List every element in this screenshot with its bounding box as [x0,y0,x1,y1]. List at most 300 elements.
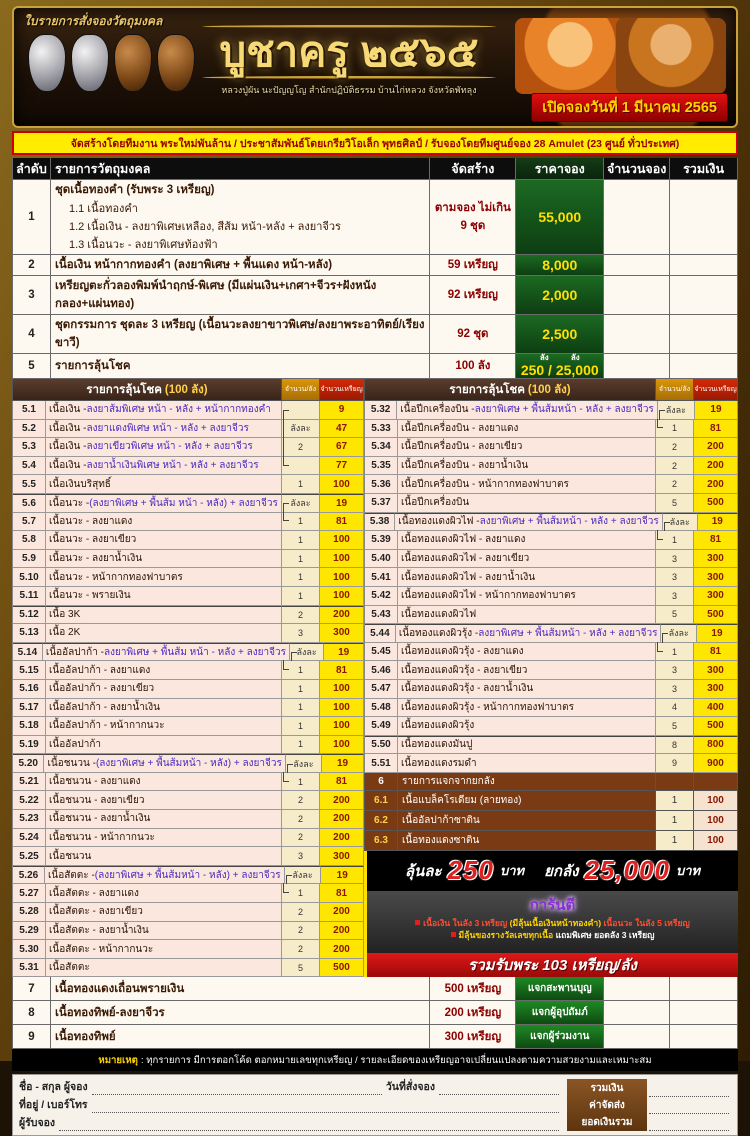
lucky-row [12,717,364,736]
item-name: เนื้อสัตตะ - ลงยาน้ำเงิน [49,924,149,936]
coin-count: 300 [320,847,364,866]
price-value: 8,000 [542,257,578,273]
lucky-row [364,754,738,773]
item-name: เนื้อทองแดงผิวไฟ - ลงยาแดง [401,534,526,546]
order-qty-cell[interactable] [604,315,670,354]
row-number: 5.7 [13,513,46,532]
lucky-row [12,661,364,680]
row-item [46,624,282,643]
table-row [12,1025,738,1049]
item-name: เนื้อชนวน - ลงยาแดง [49,776,141,788]
row-number: 5.12 [13,606,46,625]
item-name: เนื้อทองแดงผิวรุ้ง - ลงยาเขียว [401,664,528,676]
amulet-images [28,34,195,92]
giveaway-label: แจกผู้อุปถัมภ์ [516,1001,604,1025]
item-name: เนื้อทองทิพย์-ลงยาจีวร [54,1006,165,1019]
item-name: เนื้อเงิน - [49,460,87,472]
lucky-right-header [364,379,738,401]
item-name: เนื้อทองแดงผิวไฟ [401,608,477,620]
item-name: เนื้อสัตตะ - ลงยาแดง [49,887,139,899]
item-name: เนื้อปีกเครื่องบิน - ลงยาเขียว [401,441,523,453]
item-name: เนื้อเงิน - [49,404,87,416]
qty-per-box: 2 [656,438,694,457]
item-name: รายการลุ้นโชค [54,360,131,372]
qty-per-box: 2 [282,940,320,959]
item-name: เนื้อเงิน - [49,441,87,453]
row-item [46,736,282,755]
baht-label: บาท [499,863,525,879]
row-item [51,354,430,379]
item-name: เนื้อทองแดงผิวรุ้ง - ลงยาแดง [401,646,524,658]
lucky-row [364,531,738,550]
row-item [44,754,285,773]
total-amount-cell[interactable] [670,276,738,315]
row-item [46,903,282,922]
item-name: ชุดกรรมการ ชุดละ 3 เหรียญ (เนื้อนวะลงยาขาวพิเศษ/ลงยาพระอาทิตย์/เรียงขาวี) [54,319,425,349]
item-name: เนื้อเงิน - [49,422,87,434]
qty-per-box: 1 [656,831,694,851]
footnote-text: : ทุกรายการ มีการตอกโค้ด ตอกหมายเลขทุกเหรียญ / รายละเอียดของเหรียญอาจเปลี่ยนแปลงตามความสวยงามและเหมาะสม [140,1054,652,1066]
item-name: เนื้อทองแดงมันปู [401,739,473,751]
qty-per-box: 1 [656,420,694,439]
row-item [398,736,656,755]
coin-count: 19 [320,494,364,513]
amulet-image [114,34,152,92]
row-number: 5.27 [13,884,46,903]
item-name: เนื้อปีกเครื่องบิน [401,497,470,509]
giveaway-section [364,773,738,851]
lucky-row [364,680,738,699]
item-name: เนื้อนวะ - ลงยาน้ำเงิน [49,553,143,565]
item-subline: 1.3 เนื้อนวะ - ลงยาพิเศษท้องฟ้า [68,239,218,251]
row-item [46,810,282,829]
open-date-badge: เปิดจองวันที่ 1 มีนาคม 2565 [531,93,728,122]
coin-count: 100 [320,550,364,569]
row-number: 8 [13,1001,51,1025]
lucky-row [364,401,738,420]
row-item [398,661,656,680]
item-subline: 1.2 เนื้อเงิน - ลงยาพิเศษเหลือง, สีส้ม หน้า-หลัง + ลงยาจีวร [68,221,341,233]
row-number: 6.1 [365,791,398,811]
row-number: 5.44 [365,624,396,643]
item-name: เนื้อ 2K [49,627,81,639]
date-field[interactable] [439,1082,559,1095]
total-amount-cell[interactable] [670,255,738,276]
item-name: เนื้อเงิน หน้ากากทองคำ (ลงยาพิเศษ + พื้นแดง หน้า-หลัง) [54,259,333,271]
coin-count: 19 [321,866,364,885]
price-cell [516,255,604,276]
price-banner [364,851,738,891]
lucky-row [12,401,364,420]
row-number: 5.17 [13,699,46,718]
qty-per-box: 1 [282,475,320,494]
row-number: 5.51 [365,754,398,773]
coin-count: 19 [697,624,738,643]
order-qty-cell[interactable] [604,255,670,276]
row-item [46,513,282,532]
qty-per-box: 1 [282,699,320,718]
row-number: 5.36 [365,475,398,494]
qty-per-box: 1 [282,550,320,569]
row-number: 5.21 [13,773,46,792]
row-number: 5.1 [13,401,46,420]
row-item [398,717,656,736]
item-name: เนื้ออัลปาก้า [49,738,102,750]
lucky-left-title: รายการลุ้นโชค (100 ลัง) [13,379,282,401]
item-name: เนื้อทองแดงผิวรุ้ง - หน้ากากทองฟาบาตร [401,701,574,713]
row-item [46,959,282,978]
lucky-table-right [364,379,738,773]
item-name: เนื้อปีกเครื่องบิน - [400,404,475,416]
date-label: วันที่สั่งจอง [385,1081,435,1094]
row-number: 5.5 [13,475,46,494]
qty-per-box [282,457,320,476]
lucky-row [364,494,738,513]
price-unit-label: ลัง ลัง [539,353,580,362]
credits-strip: จัดสร้างโดยทีมงาน พระใหม่พันล้าน / ประชาสัมพันธ์โดยเกรียวิโอเล็ก พุทธศิลป์ / รับจองโดยทีมศูนย์จอง 28 Amulet (23 ศูนย์ ทั่วประเทศ) [12,131,738,155]
price-value: 250 / 25,000 [520,362,599,378]
coin-count: 400 [694,699,738,718]
coin-count: 800 [694,736,738,755]
row-number: 5.48 [365,699,398,718]
name-field[interactable] [92,1082,382,1095]
row-number: 5.26 [13,866,45,885]
qty-per-box [282,401,320,420]
coin-count: 100 [320,587,364,606]
monk-photos [513,14,728,94]
qty-per-box: ลังละ [290,643,324,662]
giveaway-row [364,831,738,851]
lucky-row [364,475,738,494]
row-item [398,754,656,773]
page-title: บูชาครู ๒๕๖๕ [219,28,479,75]
lucky-row [12,699,364,718]
column-header: ราคาจอง [516,158,604,180]
order-qty-cell[interactable] [604,276,670,315]
qty-per-box: 3 [656,550,694,569]
made-count: 300 เหรียญ [430,1025,516,1049]
monk-photo [515,18,625,94]
lucky-row [364,661,738,680]
coin-count: 500 [694,494,738,513]
lucky-row [364,643,738,662]
bullet-icon [451,932,456,937]
lucky-row [364,513,738,532]
coin-count: 47 [320,420,364,439]
address-field[interactable] [92,1100,559,1113]
giveaway-label: แจกสะพานบุญ [516,977,604,1001]
row-number: 1 [13,180,51,255]
qty-per-box-header: จำนวน/ลัง [282,379,320,401]
price-value: 55,000 [538,209,582,225]
coin-count: 100 [320,568,364,587]
qty-per-box: 2 [282,922,320,941]
lucky-row [12,922,364,941]
lucky-row [12,940,364,959]
item-name: เนื้อปีกเครื่องบิน - ลงยาแดง [401,422,519,434]
qty-per-box: 1 [282,680,320,699]
item-name: เนื้อทองแดงผิวรุ้ง - [398,627,479,639]
coin-count: 77 [320,457,364,476]
qty-per-box: ลังละ [282,494,320,513]
row-item [51,255,430,276]
row-number: 5.32 [365,401,397,420]
item-name: เนื้อทองแดงผิวไฟ - ลงยาเขียว [401,553,530,565]
per-draw-label: ลุ้นละ [404,862,442,880]
row-number: 5.23 [13,810,46,829]
row-number: 5.4 [13,457,46,476]
item-name: เนื้อทองแดงรมดำ [401,757,477,769]
qty-per-box: 3 [656,661,694,680]
item-name: เนื้อแบล็คโรเดียม (ลายทอง) [398,791,656,811]
row-item [46,438,282,457]
row-number: 5.30 [13,940,46,959]
row-item [46,606,282,625]
coin-count: 100 [694,811,738,831]
order-qty-cell[interactable] [604,354,670,379]
row-number: 5.15 [13,661,46,680]
lucky-row [12,643,364,662]
order-qty-cell[interactable] [604,180,670,255]
qty-per-box: 3 [656,680,694,699]
qty-per-box: 2 [282,903,320,922]
item-name: เนื้ออัลปาก้า - ลงยาแดง [49,664,151,676]
row-number: 5.24 [13,829,46,848]
row-number: 5.13 [13,624,46,643]
total-amount-cell[interactable] [670,1001,738,1025]
row-item [398,457,656,476]
giveaway-no: 6 [365,773,398,791]
receiver-field[interactable] [59,1118,559,1131]
lucky-row [12,773,364,792]
order-qty-cell[interactable] [604,977,670,1001]
coin-count: 19 [324,643,364,662]
lucky-row [12,959,364,978]
lucky-row [12,829,364,848]
total-amount-cell[interactable] [670,977,738,1001]
total-amount-cell[interactable] [670,180,738,255]
item-name: เนื้อปีกเครื่องบิน - หน้ากากทองฟาบาตร [401,478,569,490]
item-name: เนื้อ 3K [49,609,81,621]
qty-per-box: 2 [282,810,320,829]
title-ornament [202,76,496,79]
qty-per-box: ลังละ [285,866,322,885]
table-row [12,180,738,255]
item-name: เนื้อทองแดงผิวรุ้ง - ลงยาน้ำเงิน [401,683,534,695]
coin-count: 300 [694,680,738,699]
qty-per-box: 2 [282,829,320,848]
row-number: 5.6 [13,494,46,513]
row-number: 9 [13,1025,51,1049]
coin-count: 200 [320,903,364,922]
item-name: เนื้อชนวน - ลงยาเขียว [49,794,145,806]
row-number: 5.20 [13,754,44,773]
made-count: 200 เหรียญ [430,1001,516,1025]
coin-count: 200 [320,922,364,941]
item-name: เนื้อชนวน - ลงยาน้ำเงิน [49,813,151,825]
row-item [398,550,656,569]
item-name: เนื้อชนวน [49,850,92,862]
lucky-row [364,736,738,755]
total-per-box-banner: รวมรับพระ 103 เหรียญ/ลัง [364,953,738,977]
address-label: ที่อยู่ / เบอร์โทร [19,1099,88,1112]
column-header: ลำดับ [13,158,51,180]
price-value: 2,000 [542,287,578,303]
item-name: เนื้ออัลปาก้า - ลงยาน้ำเงิน [49,701,160,713]
row-number: 7 [13,977,51,1001]
row-number: 5.40 [365,550,398,569]
qty-per-box: 1 [282,513,320,532]
made-count: 500 เหรียญ [430,977,516,1001]
table-row [12,354,738,379]
total-amount-cell[interactable] [670,354,738,379]
coin-count: 200 [694,475,738,494]
row-number: 5.34 [365,438,398,457]
lucky-row [12,754,364,773]
item-name: เนื้อชนวน - [47,758,96,770]
coin-count: 100 [694,791,738,811]
giveaway-header [364,773,738,791]
guarantee-title: การันตี [529,896,576,914]
row-item [51,180,430,255]
qty-per-box: 2 [656,457,694,476]
lucky-row [12,847,364,866]
column-header: รวมเงิน [670,158,738,180]
coin-count: 300 [694,568,738,587]
item-name: เนื้อทองแดงเถื่อนพรายเงิน [54,982,185,995]
item-name: เนื้อสัตตะ - ลงยาเขียว [49,906,143,918]
coin-count: 100 [320,680,364,699]
row-item [46,475,282,494]
price-cell [516,315,604,354]
lucky-row [364,587,738,606]
lucky-left-header [12,379,364,401]
item-name: เนื้อทองแดงผิวรุ้ง [401,720,475,732]
totals-field[interactable] [649,1079,729,1096]
item-desc: (ลงยาพิเศษ + พื้นส้มหน้า - หลัง) + ลงยาจีวร [95,758,282,770]
table-row [12,1001,738,1025]
row-number: 5.41 [365,568,398,587]
row-item [398,680,656,699]
lucky-row [364,624,738,643]
row-number: 5.50 [365,736,398,755]
qty-per-box: 1 [656,531,694,550]
bullet-icon [415,920,420,925]
lucky-row [12,736,364,755]
totals-field[interactable] [649,1114,729,1131]
made-count: 92 เหรียญ [430,276,516,315]
row-number: 5.10 [13,568,46,587]
item-name: เนื้อทองแดงผิวไฟ - ลงยาน้ำเงิน [401,571,536,583]
receiver-label: ผู้รับจอง [19,1117,56,1130]
main-table-header [12,158,738,180]
order-qty-cell[interactable] [604,1001,670,1025]
coin-count-header: จำนวนเหรียญ [694,379,738,401]
item-name: เนื้อเงินบริสุทธิ์ [49,478,111,490]
lucky-row [364,420,738,439]
item-desc: ลงยาน้ำเงินพิเศษ หน้า - หลัง + ลงยาจีวร [86,460,259,472]
row-number: 5.19 [13,736,46,755]
row-item [398,587,656,606]
row-item [46,791,282,810]
qty-per-box: 1 [282,717,320,736]
coin-count-header: จำนวนเหรียญ [320,379,364,401]
guarantee-text: แถมพิเศษ ยอดลัง 3 เหรียญ [555,930,655,941]
item-name: เนื้อสัตตะ - หน้ากากนวะ [49,943,154,955]
row-number: 5.33 [365,420,398,439]
lucky-row [12,810,364,829]
amulet-image [28,34,66,92]
coin-count: 500 [320,959,364,978]
qty-per-box-header: จำนวน/ลัง [656,379,694,401]
item-name: เหรียญตะกั่วลองพิมพ์นำฤกษ์-พิเศษ (มีแผ่นเงิน+เกศา+จีวร+ฝังหนังกลอง+แผ่นทอง) [54,280,377,310]
lucky-row [364,717,738,736]
row-item [398,438,656,457]
item-name: เนื้ออัลปาก้า - ลงยาเขียว [49,683,155,695]
item-name: เนื้อนวะ - ลงยาแดง [49,515,133,527]
qty-per-box: 9 [656,754,694,773]
row-item [43,643,290,662]
row-number: 6.3 [365,831,398,851]
total-amount-cell[interactable] [670,1025,738,1049]
giveaway-amt-col [694,773,738,791]
lucky-row [364,606,738,625]
row-item [51,1001,430,1025]
lucky-row [12,494,364,513]
lucky-row [12,513,364,532]
item-desc: ลงยาแดงพิเศษ หน้า - หลัง + ลงยาจีวร [86,422,249,434]
qty-per-box: 1 [282,587,320,606]
made-count: 59 เหรียญ [430,255,516,276]
giveaway-qty-col [656,773,694,791]
order-qty-cell[interactable] [604,1025,670,1049]
row-item [46,717,282,736]
item-name: เนื้ออัลปาก้า - [45,646,104,658]
coin-count: 100 [694,831,738,851]
item-name: ชุดเนื้อทองคำ (รับพระ 3 เหรียญ) [54,184,215,196]
corner-note: ใบรายการสั่งจองวัตถุมงคล [24,14,163,28]
baht-label: บาท [676,863,701,879]
item-name: เนื้อนวะ - [49,497,90,509]
table-row [12,977,738,1001]
row-number: 5.46 [365,661,398,680]
row-item [46,829,282,848]
main-table [12,158,738,379]
row-item [46,568,282,587]
item-name: เนื้อนวะ - พรายเงิน [49,590,131,602]
row-item [46,773,282,792]
total-amount-cell[interactable] [670,315,738,354]
coin-count: 200 [694,438,738,457]
qty-per-box: 1 [282,773,320,792]
row-item [397,401,658,420]
lucky-row [12,438,364,457]
item-desc: ลงยาพิเศษ + พื้นส้ม หน้า - หลัง + ลงยาจีวร [103,646,286,658]
name-label: ชื่อ - สกุล ผู้จอง [19,1081,88,1094]
row-item [46,494,282,513]
totals-field[interactable] [649,1097,729,1114]
coin-count: 300 [320,624,364,643]
item-subline: 1.1 เนื้อทองคำ [68,203,138,215]
row-item [46,457,282,476]
row-item [51,1025,430,1049]
row-item [46,587,282,606]
qty-per-box: 1 [282,736,320,755]
coin-count: 19 [322,754,364,773]
item-name: เนื้อทองแดงซาติน [398,831,656,851]
qty-per-box: 1 [282,568,320,587]
lucky-row [12,420,364,439]
